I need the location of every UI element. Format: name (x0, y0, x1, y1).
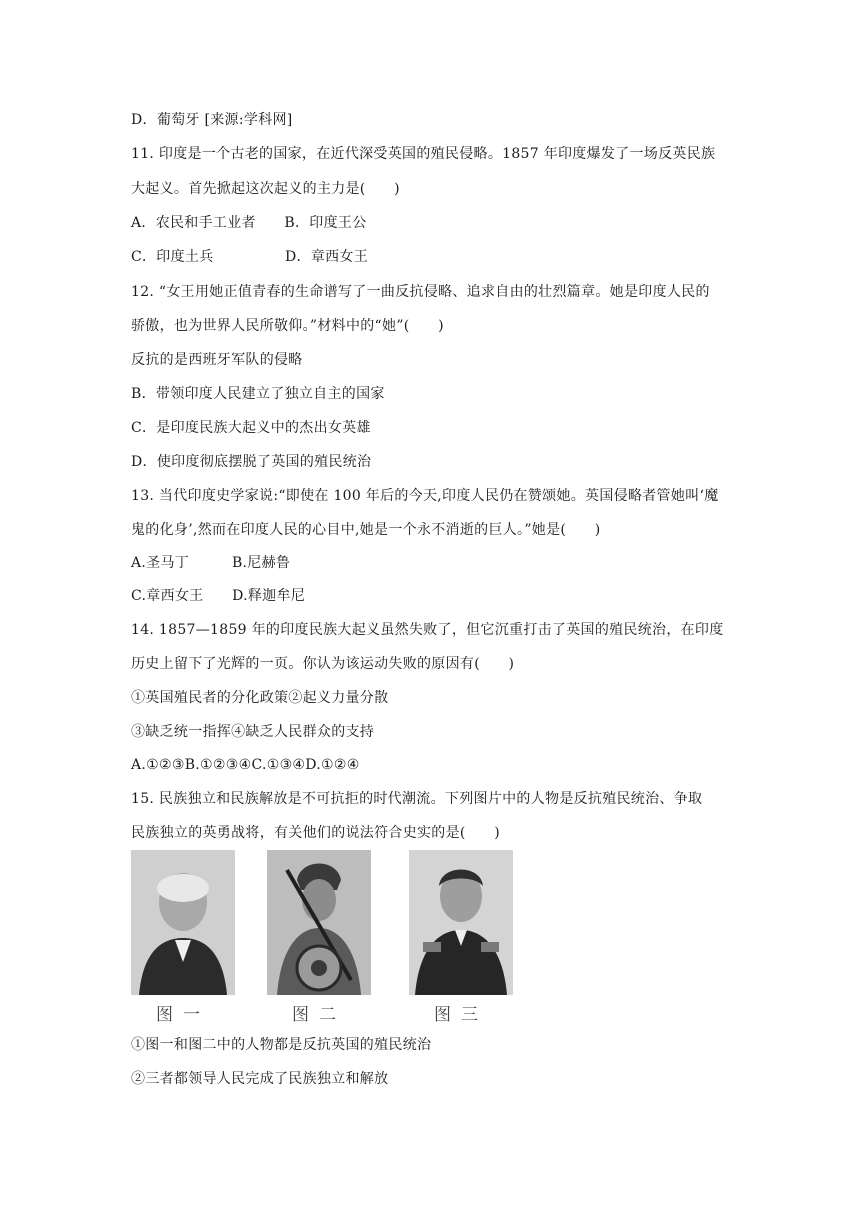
q11-options-cd: C．印度土兵 D．章西女王 (131, 249, 369, 265)
q14-reasons-34: ③缺乏统一指挥④缺乏人民群众的支持 (131, 724, 375, 740)
portrait-figures (131, 850, 523, 1025)
figure-2-caption: 图二 (292, 1005, 346, 1025)
q11-stem-line1: 11. 印度是一个古老的国家，在近代深受英国的殖民侵略。1857 年印度爆发了一场反英民族 (131, 146, 716, 162)
q12-stem-line1: 12. “女王用她正值青春的生命谱写了一曲反抗侵略、追求自由的壮烈篇章。她是印度人民的 (131, 284, 710, 300)
portrait-photo-2 (267, 850, 371, 995)
q15-statement-1: ①图一和图二中的人物都是反抗英国的殖民统治 (131, 1037, 432, 1053)
portrait-photo-3 (409, 850, 513, 995)
q14-stem-line2: 历史上留下了光辉的一页。你认为该运动失败的原因有( ) (131, 656, 515, 672)
figure-1 (131, 850, 235, 1025)
q15-stem-line2: 民族独立的英勇战将，有关他们的说法符合史实的是( ) (131, 825, 501, 841)
figure-3-caption: 图三 (434, 1005, 488, 1025)
q14-reasons-12: ①英国殖民者的分化政策②起义力量分散 (131, 690, 389, 706)
q14-options: A.①②③B.①②③④C.①③④D.①②④ (131, 757, 360, 773)
figure-2 (267, 850, 371, 1025)
option-d-portugal: D．葡萄牙 [来源:学科网] (131, 112, 293, 128)
q11-options-ab: A．农民和手工业者 B．印度王公 (131, 215, 367, 231)
q12-option-a: 反抗的是西班牙军队的侵略 (131, 352, 303, 368)
q15-stem-line1: 15. 民族独立和民族解放是不可抗拒的时代潮流。下列图片中的人物是反抗殖民统治、争取 (131, 791, 703, 807)
q13-options-ab: A.圣马丁 B.尼赫鲁 (131, 555, 291, 571)
q12-option-b: B．带领印度人民建立了独立自主的国家 (131, 386, 385, 402)
q15-statement-2: ②三者都领导人民完成了民族独立和解放 (131, 1071, 389, 1087)
q13-stem-line1: 13. 当代印度史学家说:“即使在 100 年后的今天,印度人民仍在赞颂她。英国侵略者管她叫‘魔 (131, 488, 719, 504)
figure-3 (409, 850, 513, 1025)
portrait-photo-1 (131, 850, 235, 995)
q12-stem-line2: 骄傲，也为世界人民所敬仰。”材料中的“她”( ) (131, 318, 444, 334)
figure-1-caption: 图一 (156, 1005, 210, 1025)
q13-stem-line2: 鬼的化身’,然而在印度人民的心目中,她是一个永不消逝的巨人。”她是( ) (131, 522, 601, 538)
q12-option-c: C．是印度民族大起义中的杰出女英雄 (131, 420, 371, 436)
q12-option-d: D．使印度彻底摆脱了英国的殖民统治 (131, 454, 372, 470)
q13-options-cd: C.章西女王 D.释迦牟尼 (131, 588, 306, 604)
q14-stem-line1: 14. 1857—1859 年的印度民族大起义虽然失败了，但它沉重打击了英国的殖民统治，在印度 (131, 622, 724, 638)
q11-stem-line2: 大起义。首先掀起这次起义的主力是( ) (131, 181, 400, 197)
